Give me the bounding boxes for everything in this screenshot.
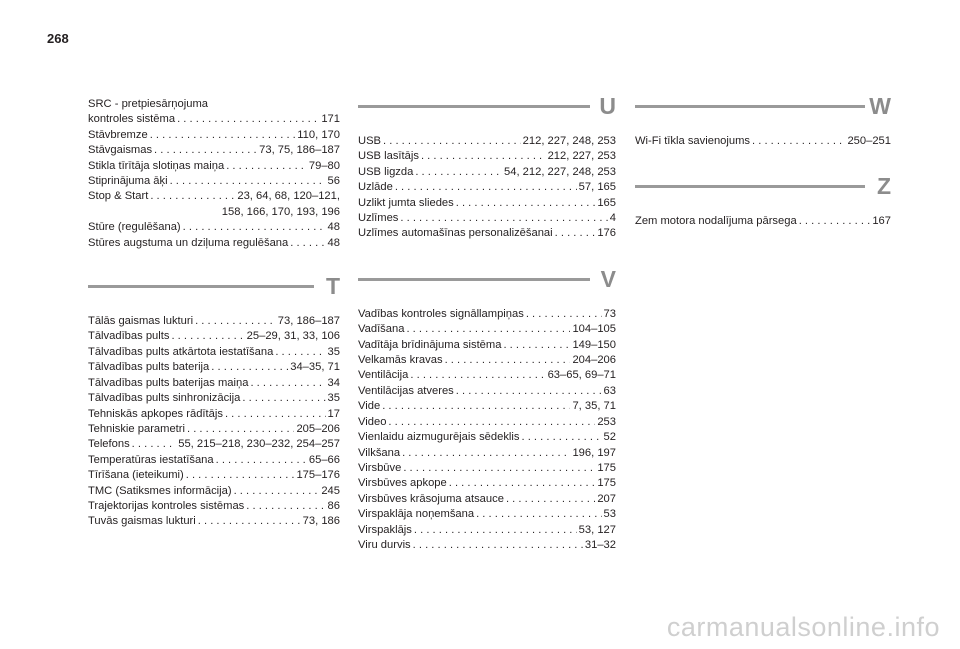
index-entry — [358, 538, 616, 553]
entry-pages: 165 — [597, 196, 616, 209]
index-entry — [358, 180, 616, 195]
entry-label: TMC (Satiksmes informācija) — [88, 484, 232, 497]
index-entry — [358, 399, 616, 414]
page-number: 268 — [47, 31, 69, 46]
index-entry — [358, 446, 616, 461]
entry-label: Tālās gaismas lukturi — [88, 315, 194, 328]
entry-label: Virspaklāja noņemšana — [358, 508, 475, 521]
leader-dots — [242, 391, 325, 406]
index-entry — [358, 322, 616, 337]
entry-label: Tālvadības pults baterijas maiņa — [88, 376, 249, 389]
index-entry — [88, 437, 340, 452]
entry-pages: 35 — [327, 392, 340, 405]
index-entry — [88, 143, 340, 158]
leader-dots — [402, 446, 570, 461]
section-header-w — [635, 93, 891, 128]
index-entry — [88, 484, 340, 499]
entry-pages: 250–251 — [847, 135, 891, 147]
leader-dots — [250, 376, 325, 391]
entry-label: Stiprinājuma āķi — [88, 175, 168, 188]
entry-label: Ventilācija — [358, 369, 409, 382]
index-entry — [88, 514, 340, 529]
entry-pages: 176 — [597, 227, 616, 240]
index-entry — [88, 159, 340, 174]
entry-pages: 31–32 — [584, 538, 616, 551]
entry-pages: 17 — [327, 407, 340, 420]
leader-dots — [388, 415, 595, 430]
index-entry — [88, 236, 340, 251]
section-u-entries — [358, 134, 616, 242]
entry-pages: 171 — [321, 113, 340, 126]
section-s-continued — [88, 97, 340, 251]
index-column-1 — [88, 97, 340, 530]
leader-dots — [456, 384, 602, 399]
index-entry — [88, 128, 340, 143]
entry-label: Stop & Start — [88, 190, 149, 203]
leader-dots — [187, 422, 294, 437]
leader-dots — [290, 236, 325, 251]
leader-dots — [799, 214, 871, 229]
entry-label: Ventilācijas atveres — [358, 384, 454, 397]
index-entry — [358, 165, 616, 180]
entry-pages: 57, 165 — [578, 181, 616, 194]
index-entry — [358, 211, 616, 226]
index-entry — [88, 407, 340, 422]
index-entry — [635, 214, 891, 229]
leader-dots — [132, 437, 177, 452]
index-entry — [88, 220, 340, 235]
leader-dots — [506, 492, 595, 507]
entry-label: kontroles sistēma — [88, 113, 176, 126]
entry-label: Tālvadības pults — [88, 330, 170, 343]
leader-dots — [225, 407, 326, 422]
section-v — [358, 265, 616, 554]
entry-label: Vadības kontroles signāllampiņas — [358, 307, 524, 320]
entry-label: Stāvgaismas — [88, 144, 153, 157]
leader-dots — [170, 174, 326, 189]
index-entry — [358, 507, 616, 522]
leader-dots — [526, 307, 602, 322]
leader-dots — [382, 399, 570, 414]
section-rule — [635, 105, 865, 108]
entry-label: Virsbūves apkope — [358, 477, 447, 490]
index-entry — [88, 422, 340, 437]
entry-label: Stāvbremze — [88, 128, 148, 141]
entry-pages: 104–105 — [572, 323, 616, 336]
section-header-u — [358, 93, 616, 128]
leader-dots — [246, 499, 325, 514]
entry-pages: 54, 212, 227, 248, 253 — [504, 165, 616, 178]
entry-pages: 56 — [327, 175, 340, 188]
entry-label: Uzlīmes automašīnas personalizēšanai — [358, 227, 553, 240]
leader-dots — [177, 112, 319, 127]
leader-dots — [171, 329, 244, 344]
entry-pages: 253 — [597, 415, 616, 428]
entry-label: Video — [358, 415, 387, 428]
index-entry — [358, 307, 616, 322]
entry-pages: 167 — [872, 215, 891, 228]
index-entry — [635, 134, 891, 149]
section-z — [635, 173, 891, 229]
entry-label: Uzlīmes — [358, 212, 399, 225]
entry-label: Temperatūras iestatīšana — [88, 453, 214, 466]
leader-dots — [216, 453, 307, 468]
entry-pages: 4 — [609, 212, 616, 225]
entry-pages: 52 — [603, 431, 616, 444]
section-rule — [358, 278, 590, 281]
entry-pages: 48 — [327, 236, 340, 249]
section-rule — [88, 285, 314, 288]
entry-pages: 196, 197 — [572, 446, 616, 459]
entry-pages: 35 — [327, 345, 340, 358]
leader-dots — [421, 149, 546, 164]
leader-dots — [400, 211, 607, 226]
index-entry — [358, 353, 616, 368]
entry-label: Vienlaidu aizmugurējais sēdeklis — [358, 431, 520, 444]
leader-dots — [275, 345, 325, 360]
entry-label: Stūre (regulēšana) — [88, 221, 181, 234]
index-column-3 — [635, 93, 891, 230]
entry-label: USB lasītājs — [358, 150, 419, 163]
section-letter: Z — [876, 173, 891, 200]
index-entry — [358, 134, 616, 149]
entry-label: Trajektorijas kontroles sistēmas — [88, 499, 245, 512]
entry-pages: 73, 186–187 — [277, 315, 340, 328]
entry-label: Stikla tīrītāja slotiņas maiņa — [88, 159, 225, 172]
index-entry — [88, 376, 340, 391]
watermark: carmanualsonline.info — [666, 612, 940, 642]
entry-pages: 245 — [321, 484, 340, 497]
index-entry — [358, 338, 616, 353]
leader-dots — [195, 314, 276, 329]
entry-pages: 175 — [597, 461, 616, 474]
entry-label: Tālvadības pults baterija — [88, 361, 210, 374]
index-entry — [358, 476, 616, 491]
section-t — [88, 273, 340, 530]
section-letter: T — [325, 273, 340, 300]
index-entry — [358, 226, 616, 241]
entry-pages: 53, 127 — [578, 523, 616, 536]
entry-pages: 175 — [597, 477, 616, 490]
entry-pages: 63–65, 69–71 — [547, 369, 616, 382]
index-entry — [88, 189, 340, 204]
leader-dots — [150, 189, 235, 204]
entry-label: Virsbūves krāsojuma atsauce — [358, 492, 504, 505]
entry-pages: 63 — [603, 384, 616, 397]
section-rule — [635, 185, 865, 188]
entry-pages: 55, 215–218, 230–232, 254–257 — [178, 438, 340, 451]
entry-pages: 73 — [603, 307, 616, 320]
index-entry — [358, 461, 616, 476]
entry-label: USB — [358, 135, 382, 147]
section-header-z — [635, 173, 891, 208]
entry-label: Stūres augstuma un dziļuma regulēšana — [88, 236, 289, 249]
index-entry — [88, 360, 340, 375]
section-header-t — [88, 273, 340, 308]
index-entry — [88, 112, 340, 127]
index-entry — [358, 430, 616, 445]
entry-pages: 205–206 — [296, 422, 340, 435]
leader-dots — [211, 360, 288, 375]
leader-dots — [449, 476, 596, 491]
entry-pages: 34–35, 71 — [290, 361, 340, 374]
entry-pages: 79–80 — [308, 159, 340, 172]
leader-dots — [445, 353, 571, 368]
entry-pages: 212, 227, 248, 253 — [522, 135, 616, 147]
leader-dots — [555, 226, 596, 241]
entry-pages: 65–66 — [308, 453, 340, 466]
entry-label: Tehniskās apkopes rādītājs — [88, 407, 223, 420]
section-v-entries — [358, 307, 616, 554]
index-entry — [358, 196, 616, 211]
entry-label: Tālvadības pults sinhronizācija — [88, 392, 241, 405]
entry-label: Virsbūve — [358, 461, 402, 474]
leader-dots — [186, 468, 295, 483]
index-entry — [358, 368, 616, 383]
leader-dots — [383, 134, 521, 149]
section-u — [358, 93, 616, 242]
leader-dots — [456, 196, 596, 211]
leader-dots — [414, 523, 577, 538]
index-entry: SRC - pretpiesārņojuma — [88, 98, 209, 110]
index-entry — [88, 391, 340, 406]
entry-pages: 23, 64, 68, 120–121, — [237, 190, 340, 203]
entry-label: USB ligzda — [358, 165, 414, 178]
section-z-entries — [635, 214, 891, 229]
entry-pages: 212, 227, 253 — [547, 150, 616, 163]
section-header-v — [358, 265, 616, 301]
entry-label: Wi-Fi tīkla savienojums — [635, 135, 751, 147]
entry-label: Tuvās gaismas lukturi — [88, 515, 196, 528]
section-w-entries — [635, 134, 891, 149]
leader-dots — [406, 322, 570, 337]
leader-dots — [183, 220, 326, 235]
entry-label: Vadītāja brīdinājuma sistēma — [358, 338, 502, 351]
index-entry — [88, 453, 340, 468]
leader-dots — [198, 514, 301, 529]
leader-dots — [226, 159, 307, 174]
index-entry — [88, 174, 340, 189]
index-entry — [358, 149, 616, 164]
entry-pages: 25–29, 31, 33, 106 — [246, 330, 340, 343]
entry-label: Vide — [358, 400, 381, 413]
section-letter: U — [599, 93, 616, 119]
entry-pages: 73, 186 — [302, 515, 340, 528]
index-entry — [88, 468, 340, 483]
entry-label: Uzlāde — [358, 181, 393, 194]
leader-dots — [403, 461, 595, 476]
entry-label: Zem motora nodalījuma pārsega — [635, 215, 797, 228]
entry-pages-continued: 158, 166, 170, 193, 196 — [221, 205, 340, 218]
section-t-entries — [88, 314, 340, 530]
index-entry — [88, 499, 340, 514]
index-entry — [358, 384, 616, 399]
entry-label: Tehniskie parametri — [88, 422, 185, 435]
entry-pages: 73, 75, 186–187 — [259, 144, 340, 157]
entry-label: Uzlikt jumta sliedes — [358, 196, 454, 209]
entry-pages: 86 — [327, 499, 340, 512]
leader-dots — [476, 507, 601, 522]
entry-pages: 110, 170 — [297, 128, 340, 141]
leader-dots — [413, 538, 583, 553]
index-entry — [358, 415, 616, 430]
section-w — [635, 93, 891, 149]
entry-pages: 204–206 — [572, 354, 616, 367]
section-letter: W — [869, 93, 891, 119]
leader-dots — [410, 368, 545, 383]
index-entry — [358, 492, 616, 507]
entry-label: Tīrīšana (ieteikumi) — [88, 469, 184, 482]
leader-dots — [154, 143, 257, 158]
index-column-2 — [358, 93, 616, 553]
leader-dots — [150, 128, 296, 143]
entry-pages: 175–176 — [296, 469, 340, 482]
entry-label: Tālvadības pults atkārtota iestatīšana — [88, 345, 274, 358]
entry-pages: 48 — [327, 221, 340, 234]
leader-dots — [503, 338, 570, 353]
leader-dots — [234, 484, 320, 499]
entry-label: Telefons — [88, 438, 130, 451]
section-letter: V — [600, 265, 616, 292]
entry-pages: 34 — [327, 376, 340, 389]
entry-pages: 53 — [603, 508, 616, 521]
entry-label: Vadīšana — [358, 323, 405, 336]
entry-pages: 7, 35, 71 — [572, 400, 616, 413]
entry-label: Vilkšana — [358, 446, 401, 459]
leader-dots — [415, 165, 502, 180]
entry-label: Viru durvis — [358, 538, 411, 551]
index-entry — [88, 329, 340, 344]
leader-dots — [521, 430, 601, 445]
leader-dots — [752, 134, 845, 149]
index-entry — [88, 345, 340, 360]
entry-pages: 149–150 — [572, 338, 616, 351]
index-entry — [88, 314, 340, 329]
entry-pages: 207 — [597, 492, 616, 505]
index-entry — [358, 523, 616, 538]
entry-label: Virspaklājs — [358, 523, 412, 536]
leader-dots — [395, 180, 577, 195]
entry-label: Velkamās kravas — [358, 354, 443, 367]
section-rule — [358, 105, 590, 108]
